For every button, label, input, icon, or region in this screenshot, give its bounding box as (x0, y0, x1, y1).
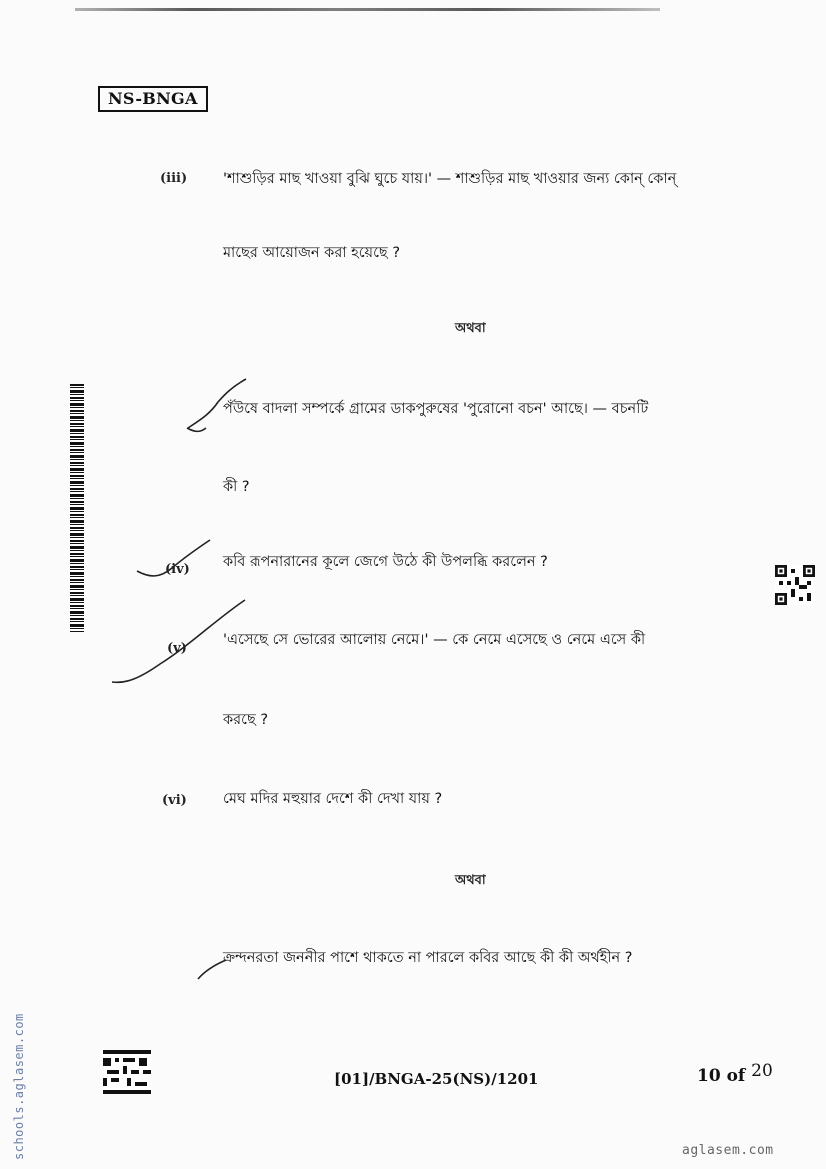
question-number-v: (v) (167, 641, 187, 656)
qr-code-right (775, 565, 815, 605)
page-of: of (726, 1066, 746, 1086)
question-number-iii: (iii) (160, 171, 188, 186)
question-number-iv: (iv) (165, 562, 190, 577)
question-vi-line-1: মেঘ মদির মহুয়ার দেশে কী দেখা যায় ? (223, 791, 443, 807)
qr-code-footer (103, 1050, 151, 1094)
page-total: 20 (751, 1061, 773, 1081)
top-rule (75, 8, 660, 11)
question-iii-line-2: মাছের আয়োজন করা হয়েছে ? (223, 245, 401, 261)
question-iii-line-1: 'শাশুড়ির মাছ খাওয়া বুঝি ঘুচে যায়।' — শাশুড়ির মাছ খাওয়ার জন্য কোন্ কোন্ (223, 171, 677, 187)
page-current: 10 (697, 1066, 721, 1086)
page-number (697, 1061, 773, 1086)
check-mark-icon (198, 960, 226, 979)
footer-paper-code: [01]/BNGA-25(NS)/1201 (334, 1070, 539, 1088)
question-v-line-2: করছে ? (223, 712, 269, 728)
paper-code-box: NS-BNGA (98, 86, 208, 112)
question-iv-line-1: কবি রূপনারানের কূলে জেগে উঠে কী উপলব্ধি করলেন ? (223, 554, 548, 570)
question-iii-alt-line-1: পঁউষে বাদলা সম্পর্কে গ্রামের ডাকপুরুষের 'পুরোনো বচন' আছে। — বচনটি (223, 401, 649, 417)
question-vi-alt-line-1: ক্রন্দনরতা জননীর পাশে থাকতে না পারলে কবির আছে কী কী অর্থহীন ? (223, 950, 633, 966)
or-label-2: অথবা (455, 873, 486, 888)
check-mark-icon (187, 428, 206, 431)
question-iii-alt-line-2: কী ? (223, 479, 250, 495)
or-label-1: অথবা (455, 321, 486, 336)
corner-watermark: aglasem.com (682, 1143, 774, 1158)
question-number-vi: (vi) (162, 793, 187, 808)
side-barcode (70, 384, 84, 632)
question-v-line-1: 'এসেছে সে ভোরের আলোয় নেমে।' — কে নেমে এসেছে ও নেমে এসে কী (223, 632, 646, 648)
side-watermark: schools.aglasem.com (12, 1013, 26, 1160)
